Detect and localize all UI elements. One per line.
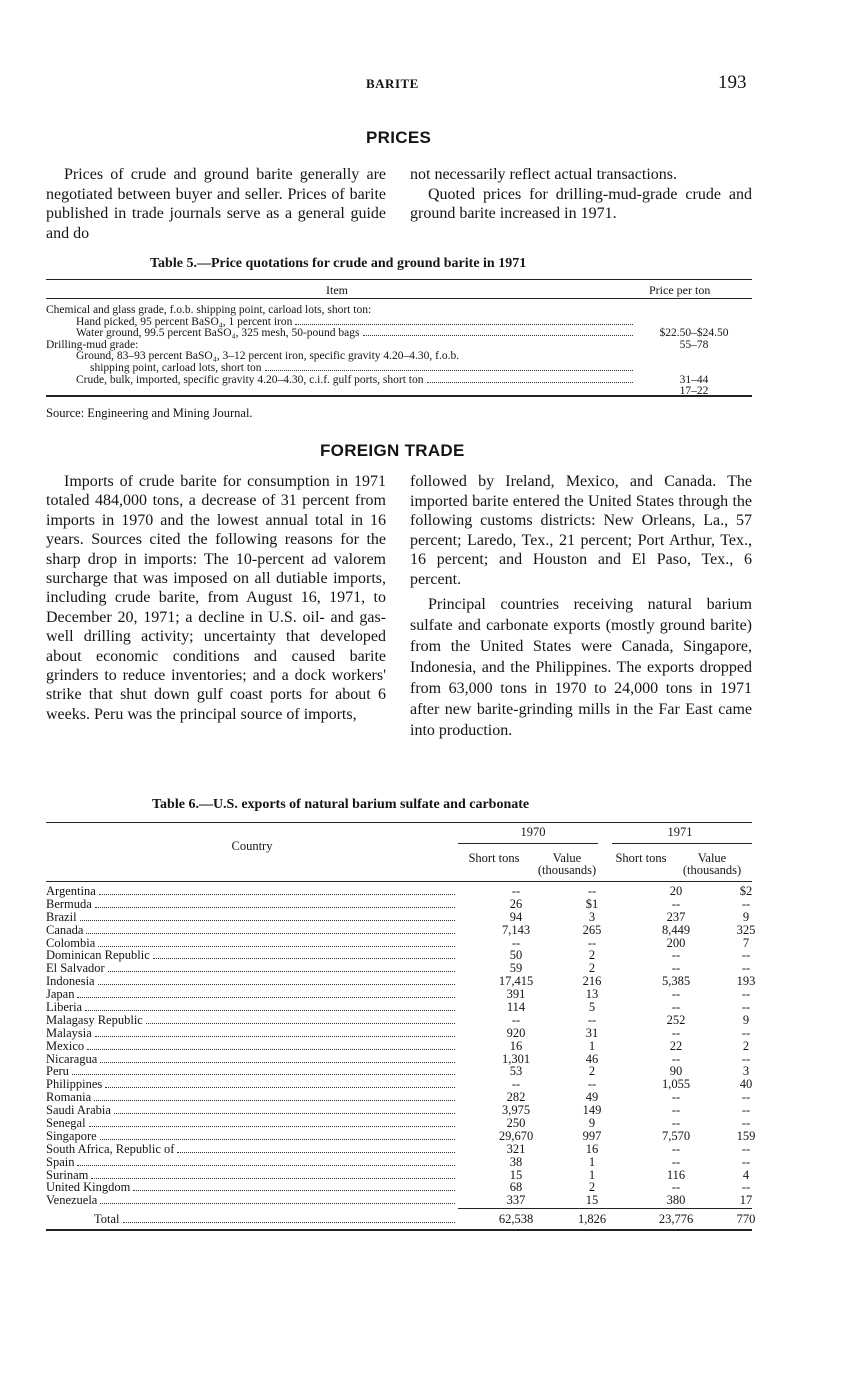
leader-dots	[95, 907, 455, 908]
cell-t71: --	[671, 987, 681, 1002]
leader-dots	[295, 324, 633, 325]
table6-row	[46, 885, 752, 898]
cell-t70: 321	[506, 1141, 526, 1156]
country-cell	[46, 949, 458, 962]
leader-dots	[100, 1139, 455, 1140]
cell-t70: 68	[509, 1180, 523, 1195]
cell-t71: --	[671, 1025, 681, 1040]
country-name: Japan	[46, 987, 75, 1002]
table6-row	[46, 1128, 756, 1143]
cell-t70: 17,415	[498, 974, 534, 989]
leader-dots	[153, 958, 455, 959]
cell-t70: 391	[506, 987, 526, 1002]
country-cell	[46, 1027, 458, 1040]
country-cell	[46, 1156, 458, 1169]
table6-col-country: Country	[231, 839, 273, 853]
cell-t71: 7,570	[661, 1128, 691, 1143]
table6-row	[46, 1169, 752, 1182]
country-cell	[46, 1181, 458, 1194]
country-name: Senegal	[46, 1116, 86, 1131]
cell-v70: $1	[585, 896, 599, 911]
cell-t70: 38	[509, 1154, 523, 1169]
cell-t70: 920	[506, 1025, 526, 1040]
table5-item: shipping point, carload lots, short ton	[90, 361, 262, 374]
cell-t71: 22	[669, 1038, 683, 1053]
total-label-cell	[94, 1212, 458, 1227]
table5-item: Ground, 83–93 percent BaSO₄, 3–12 percent iron, specific gravity 4.20–4.30, f.o.b.	[76, 350, 460, 363]
country-cell	[46, 924, 458, 937]
cell-v70: 46	[585, 1051, 599, 1066]
table5-bottom-rule	[46, 395, 752, 397]
table6-sub-value-1970: Value (thousands)	[537, 851, 597, 877]
country-name: Malaysia	[46, 1025, 92, 1040]
table6-year-1970: 1970	[520, 825, 546, 839]
table6-row	[46, 974, 756, 989]
country-cell	[46, 1143, 458, 1156]
table5-item: Chemical and glass grade, f.o.b. shipping point, carload lots, short ton:	[46, 304, 372, 316]
country-cell	[46, 962, 458, 975]
leader-dots	[363, 335, 633, 336]
total-tons-1970: 62,538	[498, 1212, 534, 1226]
prices-heading: PRICES	[366, 128, 432, 147]
leader-dots	[100, 1203, 455, 1204]
cell-v70: 15	[585, 1193, 599, 1208]
cell-t71: --	[671, 1141, 681, 1156]
leader-dots	[98, 946, 455, 947]
cell-v71: $2	[739, 884, 753, 898]
table6-sub-value-1971: Value (thousands)	[682, 851, 742, 877]
table5-source: Source: Engineering and Mining Journal.	[46, 406, 253, 420]
leader-dots	[133, 1190, 455, 1191]
foreign-trade-paragraph-2: Principal countries receiving natural barium sulfate and carbonate exports (mostly ground barite) from the United States were Canada, Singapore, Indonesia, and the Philippines. The exports dropped from 63,000 tons in 1970 to 24,000 tons in 1971 after new barite-grinding mills in the Far East came into production.	[410, 595, 752, 739]
leader-dots	[427, 382, 634, 383]
leader-dots	[86, 933, 455, 934]
country-name: Peru	[46, 1064, 69, 1079]
table6-sub-tons-1971: Short tons	[615, 851, 667, 865]
total-tons-1971: 23,776	[658, 1212, 694, 1226]
country-cell	[46, 1078, 458, 1091]
cell-t70: 337	[506, 1193, 526, 1208]
table5-header-rule	[46, 298, 752, 299]
table5-col-item: Item	[326, 283, 348, 297]
cell-t71: --	[671, 948, 681, 963]
table6-row	[46, 1143, 752, 1156]
leader-dots	[72, 1074, 455, 1075]
leader-dots	[91, 1178, 455, 1179]
leader-dots	[123, 1222, 455, 1223]
leader-dots	[100, 1062, 455, 1063]
table6-row	[46, 1117, 752, 1130]
cell-t70: 26	[509, 896, 523, 911]
prices-paragraph-2: Quoted prices for drilling-mud-grade crude and ground barite increased in 1971.	[410, 185, 752, 223]
cell-t71: --	[671, 896, 681, 911]
prices-paragraph-continued: not necessarily reflect actual transactions.	[410, 166, 677, 183]
country-name: Malagasy Republic	[46, 1012, 143, 1027]
table6-row	[46, 922, 756, 937]
country-cell	[46, 885, 458, 898]
table6-row	[46, 1104, 752, 1117]
total-label: Total	[94, 1212, 120, 1226]
table6-caption: Table 6.—U.S. exports of natural barium sulfate and carbonate	[152, 797, 530, 812]
table5-item: Drilling-mud grade:	[46, 338, 139, 351]
country-name: Surinam	[46, 1167, 89, 1182]
cell-t70: --	[511, 884, 521, 898]
cell-t71: 200	[666, 935, 686, 950]
cell-t70: 53	[509, 1064, 523, 1079]
cell-v70: 2	[588, 1180, 596, 1195]
table5-item: Hand picked, 95 percent BaSO₄, 1 percent iron	[76, 315, 293, 328]
table6-sub-tons-1970: Short tons	[468, 851, 520, 865]
country-cell	[46, 988, 458, 1001]
country-cell	[46, 1065, 458, 1078]
table6-row	[46, 1027, 752, 1040]
country-cell	[46, 898, 458, 911]
cell-t70: 7,143	[501, 922, 531, 937]
table5-item-cell	[46, 305, 636, 317]
cell-v71: --	[741, 948, 751, 963]
country-name: Bermuda	[46, 896, 92, 911]
table5-item: Crude, bulk, imported, specific gravity 4.20–4.30, c.i.f. gulf ports, short ton	[76, 373, 424, 386]
cell-t70: 3,975	[501, 1103, 531, 1118]
cell-v71: --	[741, 1103, 751, 1118]
cell-v70: 2	[588, 948, 596, 963]
cell-v70: 13	[585, 987, 599, 1002]
country-name: Spain	[46, 1154, 75, 1169]
table6-row	[46, 911, 752, 924]
table6-row	[46, 1091, 752, 1104]
table6-bottom-rule	[46, 1229, 752, 1231]
country-name: Singapore	[46, 1128, 97, 1143]
cell-t71: 8,449	[661, 922, 691, 937]
cell-t71: --	[671, 961, 681, 976]
cell-t71: --	[671, 1051, 681, 1066]
country-cell	[46, 1194, 458, 1207]
cell-v71: 40	[739, 1077, 753, 1092]
table6-row	[46, 1014, 752, 1027]
cell-v70: 265	[582, 922, 602, 937]
country-name: El Salvador	[46, 961, 105, 976]
cell-v70: 216	[582, 974, 602, 989]
cell-v71: 193	[736, 974, 756, 989]
country-name: Liberia	[46, 1000, 83, 1015]
table6-row	[46, 937, 752, 950]
cell-v70: 1	[588, 1167, 596, 1182]
cell-t71: --	[671, 1000, 681, 1015]
cell-t70: 1,301	[501, 1051, 531, 1066]
cell-t71: 90	[669, 1064, 683, 1079]
table6-1970-rule	[458, 843, 598, 844]
country-name: Mexico	[46, 1038, 85, 1053]
cell-v70: --	[587, 1012, 597, 1027]
cell-v71: 4	[742, 1167, 750, 1182]
cell-v71: 325	[736, 922, 756, 937]
leader-dots	[108, 971, 455, 972]
cell-v71: --	[741, 1051, 751, 1066]
cell-v71: 2	[742, 1038, 750, 1053]
cell-t71: --	[671, 1180, 681, 1195]
country-cell	[46, 911, 458, 924]
country-name: Venezuela	[46, 1193, 98, 1208]
leader-dots	[77, 997, 455, 998]
running-title: BARITE	[366, 76, 419, 91]
table6-total-rule	[458, 1208, 752, 1209]
cell-t71: 5,385	[661, 974, 691, 989]
table6-year-1971: 1971	[667, 825, 693, 839]
cell-t71: --	[671, 1154, 681, 1169]
cell-v70: 49	[585, 1090, 599, 1105]
cell-v70: 9	[588, 1116, 596, 1131]
country-name: Indonesia	[46, 974, 95, 989]
cell-v71: --	[741, 896, 751, 911]
table5-price: 55–78	[679, 338, 709, 351]
cell-v71: 3	[742, 1064, 750, 1079]
cell-t71: 252	[666, 1012, 686, 1027]
leader-dots	[105, 1087, 455, 1088]
cell-v71: --	[741, 961, 751, 976]
cell-t71: --	[671, 1090, 681, 1105]
cell-v70: 16	[585, 1141, 599, 1156]
table6-row	[46, 949, 752, 962]
table5-item: Water ground, 99.5 percent BaSO₄, 325 mesh, 50-pound bags	[76, 327, 360, 340]
cell-t70: 59	[509, 961, 523, 976]
table6-row	[46, 988, 752, 1001]
cell-t70: 29,670	[498, 1128, 534, 1143]
country-name: Brazil	[46, 909, 77, 924]
country-name: Saudi Arabia	[46, 1103, 111, 1118]
cell-v70: 997	[582, 1128, 602, 1143]
leader-dots	[95, 1036, 455, 1037]
cell-t70: --	[511, 1012, 521, 1027]
table6-row	[46, 1156, 752, 1169]
country-name: Philippines	[46, 1077, 103, 1092]
table5-body	[46, 304, 752, 398]
cell-v71: 159	[736, 1128, 756, 1143]
cell-t70: --	[511, 1077, 521, 1092]
cell-v70: 149	[582, 1103, 602, 1118]
cell-t71: 1,055	[661, 1077, 691, 1092]
cell-v71: --	[741, 1116, 751, 1131]
prices-right-column	[410, 165, 752, 224]
cell-v71: --	[741, 1154, 751, 1169]
country-cell	[46, 1117, 458, 1130]
leader-dots	[80, 920, 455, 921]
cell-v70: 1	[588, 1154, 596, 1169]
country-name: Canada	[46, 922, 84, 937]
cell-t70: 15	[509, 1167, 523, 1182]
cell-v70: 2	[588, 1064, 596, 1079]
cell-v71: --	[741, 987, 751, 1002]
cell-v71: 7	[742, 935, 750, 950]
cell-v71: 9	[742, 909, 750, 924]
table6-header-rule	[46, 881, 752, 882]
country-cell	[46, 1104, 458, 1117]
cell-t70: 50	[509, 948, 523, 963]
leader-dots	[265, 370, 633, 371]
country-name: South Africa, Republic of	[46, 1141, 175, 1156]
table6-row	[46, 1065, 752, 1078]
foreign-trade-paragraph: Imports of crude barite for consumption in 1971 totaled 484,000 tons, a decrease of 31 percent from imports in 1970 and the lowest annual total in 16 years. Sources cited the following reasons for the sharp drop in imports: The 10-percent ad valorem surcharge that was imposed on all dutiable imports, including crude barite, from August 16, 1971, to December 20, 1971; a decline in U.S. oil- and gas-well drilling activity; uncertainty that developed about economic conditions and caused barite grinders to reduce inventories; and a dock workers' strike that shut down gulf coast ports for about 6 weeks. Peru was the principal source of imports,	[46, 473, 386, 723]
total-value-1970: 1,826	[577, 1212, 607, 1226]
leader-dots	[89, 1126, 455, 1127]
leader-dots	[77, 1165, 455, 1166]
cell-t71: --	[671, 1116, 681, 1131]
table6-row	[46, 1001, 752, 1014]
table6-row	[46, 962, 752, 975]
table5-item-cell	[46, 363, 636, 375]
foreign-trade-paragraph-continued: followed by Ireland, Mexico, and Canada. The imported barite entered the United States through the following customs districts: New Orleans, La., 57 percent; Laredo, Tex., 21 percent; Port Arthur, Tex., 16 percent; and Houston and El Paso, Tex., 6 percent.	[410, 473, 752, 588]
leader-dots	[114, 1113, 455, 1114]
cell-v71: --	[741, 1141, 751, 1156]
table6-row	[46, 1053, 752, 1066]
country-cell	[46, 1040, 458, 1053]
cell-v70: --	[587, 884, 597, 898]
cell-t70: 114	[506, 1000, 526, 1015]
foreign-trade-left-column	[46, 472, 386, 724]
table5-price: $22.50–$24.50	[659, 327, 729, 340]
cell-v71: 9	[742, 1012, 750, 1027]
cell-t71: --	[671, 1103, 681, 1118]
country-name: Colombia	[46, 935, 96, 950]
cell-v70: 31	[585, 1025, 599, 1040]
country-name: Dominican Republic	[46, 948, 150, 963]
prices-left-column	[46, 165, 386, 243]
country-cell	[46, 1014, 458, 1027]
leader-dots	[94, 1100, 455, 1101]
cell-v71: --	[741, 1000, 751, 1015]
leader-dots	[177, 1152, 455, 1153]
country-name: Nicaragua	[46, 1051, 98, 1066]
foreign-trade-heading: FOREIGN TRADE	[320, 441, 465, 460]
cell-v70: --	[587, 935, 597, 950]
cell-t71: 116	[666, 1167, 686, 1182]
leader-dots	[146, 1023, 455, 1024]
page-number: 193	[718, 72, 747, 93]
cell-v70: 3	[588, 909, 596, 924]
country-name: United Kingdom	[46, 1180, 131, 1195]
table6-row	[46, 1040, 752, 1053]
table6-top-rule	[46, 822, 752, 823]
cell-v70: --	[587, 1077, 597, 1092]
leader-dots	[85, 1010, 455, 1011]
table6-total-row	[46, 1212, 756, 1226]
country-cell	[46, 1053, 458, 1066]
cell-t71: 380	[666, 1193, 686, 1208]
cell-t70: 16	[509, 1038, 523, 1053]
table6-row	[46, 898, 752, 911]
cell-t70: --	[511, 935, 521, 950]
table6-row	[46, 1194, 752, 1207]
table6-row	[46, 1181, 752, 1194]
cell-v70: 5	[588, 1000, 596, 1015]
country-cell	[46, 975, 458, 988]
cell-v70: 2	[588, 961, 596, 976]
cell-v71: --	[741, 1090, 751, 1105]
cell-t70: 250	[506, 1116, 526, 1131]
country-name: Argentina	[46, 884, 96, 898]
leader-dots	[87, 1049, 455, 1050]
table5-price: 31–44	[679, 373, 709, 386]
table5-row	[46, 305, 752, 317]
cell-v71: --	[741, 1025, 751, 1040]
table5-caption: Table 5.—Price quotations for crude and ground barite in 1971	[150, 256, 527, 271]
table5-row	[46, 373, 752, 398]
cell-t71: 237	[666, 909, 686, 924]
prices-paragraph: Prices of crude and ground barite generally are negotiated between buyer and seller. Prices of barite published in trade journals serve as a general guide and do	[46, 166, 386, 242]
cell-t70: 282	[506, 1090, 526, 1105]
table6-body	[46, 884, 756, 1208]
leader-dots	[98, 984, 455, 985]
cell-v71: 17	[739, 1193, 753, 1208]
cell-t70: 94	[509, 909, 523, 924]
country-name: Romania	[46, 1090, 92, 1105]
foreign-trade-right-column	[410, 472, 752, 741]
table6-1971-rule	[612, 843, 752, 844]
table5-top-rule	[46, 279, 752, 280]
leader-dots	[99, 894, 455, 895]
country-cell	[46, 1130, 458, 1143]
cell-t71: 20	[669, 884, 683, 898]
table5-price: 17–22	[679, 385, 709, 398]
total-value-1971: 770	[736, 1212, 756, 1226]
cell-v70: 1	[588, 1038, 596, 1053]
table5-col-price: Price per ton	[649, 283, 711, 297]
table5-item-cell	[46, 375, 636, 387]
cell-v71: --	[741, 1180, 751, 1195]
table6-row	[46, 1078, 752, 1091]
